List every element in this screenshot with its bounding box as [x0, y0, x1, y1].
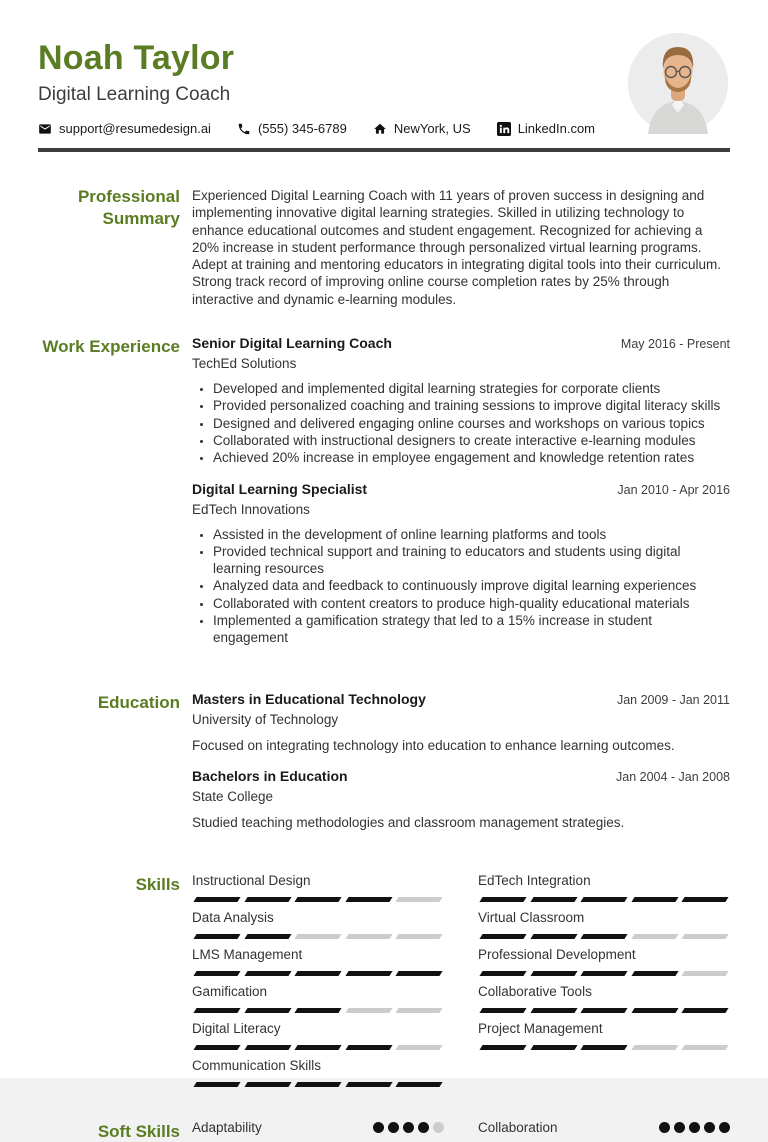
skill-segment-filled [193, 897, 240, 902]
skill-segment-empty [631, 934, 678, 939]
skill-item [192, 873, 444, 902]
skill-name: EdTech Integration [478, 872, 591, 888]
skill-level-bar [192, 971, 444, 976]
skill-item [478, 910, 730, 939]
entry-date: May 2016 - Present [620, 337, 730, 352]
rating-dot-filled [674, 1122, 685, 1133]
rating-dot-filled [388, 1122, 399, 1133]
job-bullet: • Designed and delivered engaging online courses and workshops on various topics [213, 415, 730, 432]
skills-column [478, 873, 730, 1058]
entry-title: Bachelors in Education [192, 767, 348, 784]
rating-dot-empty [433, 1122, 444, 1133]
entry-title: Masters in Educational Technology [192, 690, 426, 707]
entry-subtitle: TechEd Solutions [192, 356, 297, 372]
skill-segment-filled [530, 934, 577, 939]
contact-item [38, 121, 211, 136]
skill-segment-filled [295, 1008, 342, 1013]
skill-segment-filled [581, 897, 628, 902]
section-skills [38, 873, 730, 1095]
skill-segment-filled [345, 1082, 392, 1087]
skill-segment-filled [581, 934, 628, 939]
skill-item [192, 947, 444, 976]
skill-segment-filled [193, 971, 240, 976]
entry-title: Senior Digital Learning Coach [192, 335, 392, 352]
entry-description: Studied teaching methodologies and classroom management strategies. [192, 814, 625, 830]
skill-segment-empty [396, 934, 443, 939]
skill-name: LMS Management [192, 946, 303, 962]
contact-item [497, 121, 595, 136]
skill-segment-filled [244, 1008, 291, 1013]
skill-segment-empty [345, 1008, 392, 1013]
job-bullet: • Developed and implemented digital learning strategies for corporate clients [213, 380, 730, 397]
skill-segment-empty [396, 897, 443, 902]
skill-segment-empty [345, 934, 392, 939]
skill-segment-empty [396, 1045, 443, 1050]
home-icon [373, 122, 387, 136]
skill-segment-filled [530, 897, 577, 902]
section-label-soft-skills: Soft Skills [97, 1121, 180, 1141]
soft-skill-dots [659, 1122, 730, 1133]
phone-icon [237, 122, 251, 136]
entry-date: Jan 2004 - Jan 2008 [616, 769, 730, 784]
avatar [628, 33, 728, 133]
skill-item [478, 1021, 730, 1050]
skill-segment-filled [244, 971, 291, 976]
skill-segment-filled [530, 1008, 577, 1013]
rating-dot-filled [418, 1122, 429, 1133]
skill-segment-filled [631, 897, 678, 902]
soft-skill-name: Collaboration [478, 1119, 558, 1135]
section-label-work-experience: Work Experience [42, 337, 180, 357]
job-bullet: • Provided personalized coaching and training sessions to improve digital literacy skills [213, 397, 730, 414]
entry-description: Focused on integrating technology into education to enhance learning outcomes. [192, 737, 675, 753]
skill-name: Project Management [478, 1020, 603, 1036]
skill-segment-filled [244, 897, 291, 902]
skill-segment-filled [244, 1082, 291, 1087]
skill-segment-empty [396, 1008, 443, 1013]
rating-dot-filled [689, 1122, 700, 1133]
skill-segment-filled [193, 934, 240, 939]
skill-segment-empty [682, 1045, 729, 1050]
skill-level-bar [192, 1008, 444, 1013]
job-bullet: • Achieved 20% increase in employee engagement and knowledge retention rates [213, 449, 730, 466]
skill-segment-filled [345, 1045, 392, 1050]
skill-name: Digital Literacy [192, 1020, 281, 1036]
contact-text: NewYork, US [393, 121, 471, 136]
contact-text: support@resumedesign.ai [59, 121, 211, 136]
skill-name: Gamification [192, 983, 268, 999]
summary-text: Experienced Digital Learning Coach with 11 years of proven success in designing and implementing innovative digital learning strategies. Skilled in utilizing technology to enhance educational outcomes and student engagement. Recognized for achieving a 20% increase in student performance through personalized virtual learning programs. Adept at training and mentoring educators in integrating digital tools into their curriculum. Strong track record of improving online course completion rates by 25% through interactive and dynamic e-learning modules. [192, 188, 722, 307]
skill-segment-filled [682, 897, 729, 902]
skill-segment-filled [631, 971, 678, 976]
entry-subtitle: EdTech Innovations [192, 501, 310, 517]
entry-title: Digital Learning Specialist [192, 480, 368, 497]
soft-skill-dots [373, 1122, 444, 1133]
contact-text: (555) 345-6789 [257, 121, 347, 136]
entry-bullets [192, 526, 730, 647]
skill-level-bar [478, 971, 730, 976]
job-bullet: • Provided technical support and training to educators and students using digital learning resources [213, 543, 730, 578]
entry-date: Jan 2010 - Apr 2016 [617, 482, 730, 497]
skill-level-bar [478, 897, 730, 902]
contact-item [237, 121, 347, 136]
skill-item [192, 1058, 444, 1087]
job-bullet: • Analyzed data and feedback to continuously improve digital learning experiences [213, 577, 730, 594]
skill-segment-filled [193, 1008, 240, 1013]
section-label-professional-summary: Professional Summary [77, 187, 180, 228]
entry-date: Jan 2009 - Jan 2011 [616, 692, 730, 707]
skill-segment-filled [479, 934, 526, 939]
skill-level-bar [192, 1082, 444, 1087]
job-entry [192, 335, 730, 466]
linkedin-icon [497, 122, 511, 136]
skill-segment-filled [295, 1082, 342, 1087]
rating-dot-filled [373, 1122, 384, 1133]
skill-segment-filled [581, 1008, 628, 1013]
job-entry [192, 481, 730, 647]
skill-segment-filled [396, 971, 443, 976]
skill-segment-filled [682, 1008, 729, 1013]
education-entry [192, 768, 730, 831]
section-professional-summary [38, 185, 730, 308]
skill-level-bar [478, 1045, 730, 1050]
resume-header [0, 0, 768, 136]
rating-dot-filled [704, 1122, 715, 1133]
skill-name: Collaborative Tools [478, 983, 592, 999]
skill-item [478, 873, 730, 902]
skill-segment-empty [631, 1045, 678, 1050]
skill-segment-empty [295, 934, 342, 939]
skill-segment-empty [682, 934, 729, 939]
skill-name: Virtual Classroom [478, 909, 585, 925]
skill-segment-filled [295, 971, 342, 976]
section-label-skills: Skills [135, 874, 180, 894]
soft-skill-item [192, 1120, 444, 1135]
skill-name: Data Analysis [192, 909, 274, 925]
skill-segment-filled [479, 971, 526, 976]
section-label-education: Education [97, 692, 180, 712]
rating-dot-filled [719, 1122, 730, 1133]
skill-segment-filled [581, 971, 628, 976]
skill-level-bar [478, 934, 730, 939]
skill-segment-filled [345, 897, 392, 902]
entry-subtitle: State College [192, 788, 274, 804]
skill-item [478, 947, 730, 976]
skills-column [192, 873, 444, 1095]
skill-segment-filled [193, 1082, 240, 1087]
rating-dot-filled [659, 1122, 670, 1133]
skill-item [192, 1021, 444, 1050]
resume-body [0, 152, 768, 1142]
education-entry [192, 691, 730, 754]
skill-name: Professional Development [478, 946, 636, 962]
skill-item [192, 910, 444, 939]
email-icon [38, 122, 52, 136]
skill-segment-filled [295, 897, 342, 902]
job-bullet: • Assisted in the development of online learning platforms and tools [213, 526, 730, 543]
section-soft-skills [38, 1120, 730, 1142]
job-bullet: • Implemented a gamification strategy that led to a 15% increase in student engagement [213, 612, 730, 647]
skill-segment-filled [479, 1008, 526, 1013]
skill-segment-empty [682, 971, 729, 976]
skill-segment-filled [581, 1045, 628, 1050]
skill-segment-filled [345, 971, 392, 976]
skill-level-bar [478, 1008, 730, 1013]
contact-row [38, 121, 730, 136]
entry-subtitle: University of Technology [192, 711, 339, 727]
skill-segment-filled [244, 1045, 291, 1050]
skill-segment-filled [396, 1082, 443, 1087]
skill-name: Instructional Design [192, 872, 311, 888]
skill-segment-filled [479, 897, 526, 902]
skill-segment-filled [530, 971, 577, 976]
job-bullet: • Collaborated with content creators to produce high-quality educational materials [213, 595, 730, 612]
skill-level-bar [192, 934, 444, 939]
skill-item [192, 984, 444, 1013]
skill-level-bar [192, 897, 444, 902]
skill-segment-filled [479, 1045, 526, 1050]
skill-segment-filled [631, 1008, 678, 1013]
skill-segment-filled [295, 1045, 342, 1050]
section-work-experience [38, 335, 730, 661]
rating-dot-filled [403, 1122, 414, 1133]
contact-item [373, 121, 471, 136]
skill-level-bar [192, 1045, 444, 1050]
job-bullet: • Collaborated with instructional designers to create interactive e-learning modules [213, 432, 730, 449]
soft-skill-name: Adaptability [192, 1119, 262, 1135]
skill-name: Communication Skills [192, 1057, 322, 1073]
section-education [38, 691, 730, 845]
entry-bullets [192, 380, 730, 466]
skill-item [478, 984, 730, 1013]
skill-segment-filled [193, 1045, 240, 1050]
avatar-photo-illustration [628, 33, 728, 133]
person-title: Digital Learning Coach [38, 84, 231, 105]
soft-skill-item [478, 1120, 730, 1135]
skill-segment-filled [244, 934, 291, 939]
person-name: Noah Taylor [38, 39, 235, 77]
contact-text: LinkedIn.com [517, 121, 596, 136]
skill-segment-filled [530, 1045, 577, 1050]
